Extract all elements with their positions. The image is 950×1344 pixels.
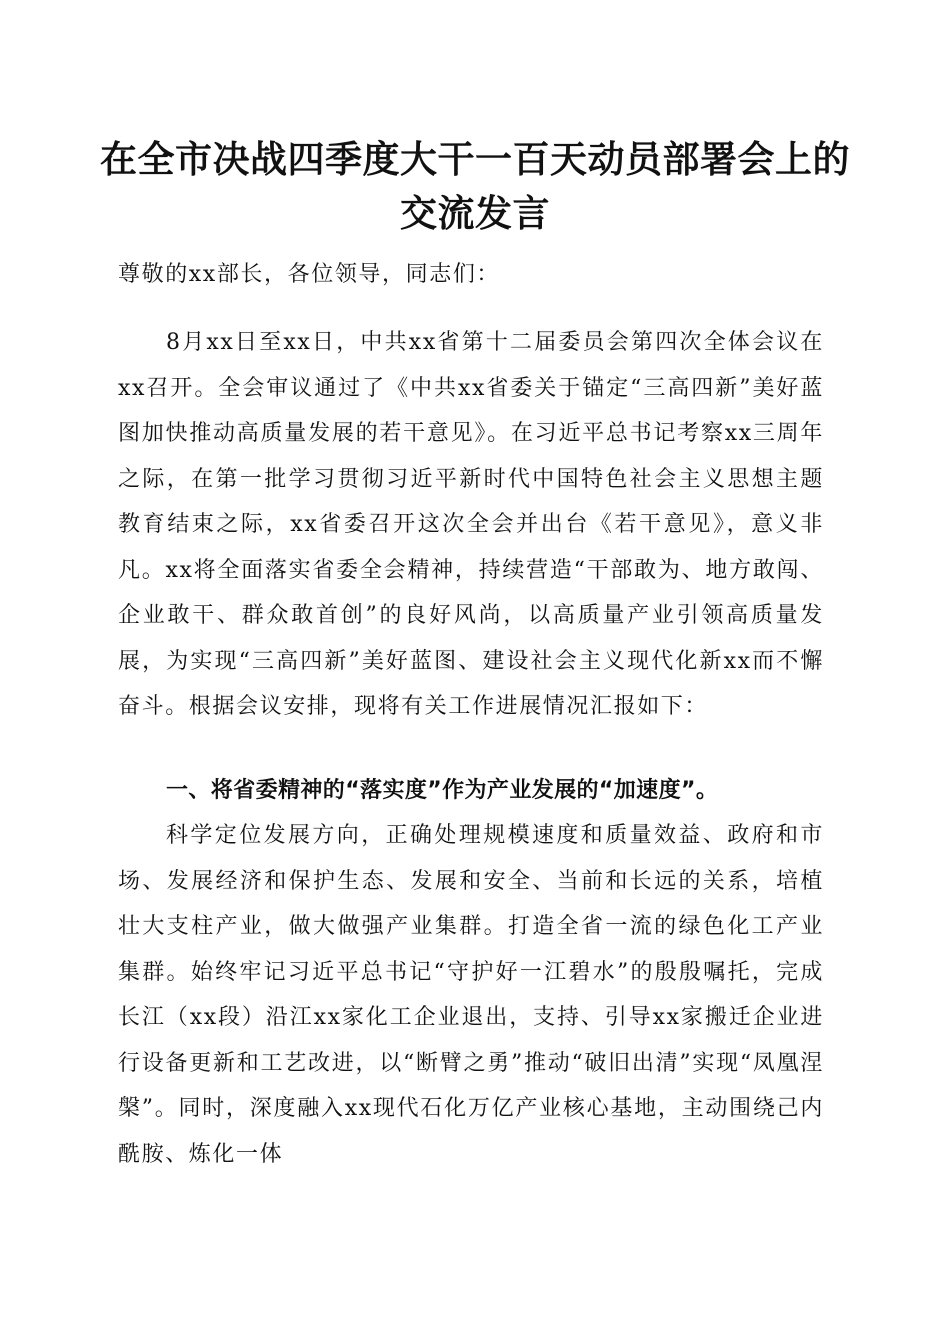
- salutation: 尊敬的xx部长，各位领导，同志们：: [118, 262, 501, 287]
- paragraph-section-1: 科学定位发展方向，正确处理规模速度和质量效益、政府和市场、发展经济和保护生态、发展和安全、当前和长远的关系，培植壮大支柱产业，做大做强产业集群。打造全省一流的绿色化工产业集群。始终牢记习近平总书记“守护好一江碧水”的殷殷嘱托，完成长江（xx段）沿江xx家化工企业退出，支持、引导xx家搬迁企业进行设备更新和工艺改进，以“断臂之勇”推动“破旧出清”实现“凤凰涅槃”。同时，深度融入xx现代石化万亿产业核心基地，主动围绕己内酰胺、炼化一体: [118, 823, 824, 1167]
- section-heading-1: 一、将省委精神的“落实度”作为产业发展的“加速度”。: [166, 778, 719, 803]
- title-line-1: 在全市决战四季度大干一百天动员部署会上的: [100, 137, 850, 181]
- title-line-2: 交流发言: [400, 191, 550, 235]
- paragraph-intro: 8月xx日至xx日，中共xx省第十二届委员会第四次全体会议在xx召开。全会审议通过了《中共xx省委关于锚定“三高四新”美好蓝图加快推动高质量发展的若干意见》。在习近平总书记考察xx三周年之际，在第一批学习贯彻习近平新时代中国特色社会主义思想主题教育结束之际，xx省委召开这次全会并出台《若干意见》，意义非凡。xx将全面落实省委全会精神，持续营造“干部敢为、地方敢闯、企业敢干、群众敢首创”的良好风尚，以高质量产业引领高质量发展，为实现“三高四新”美好蓝图、建设社会主义现代化新xx而不懈奋斗。根据会议安排，现将有关工作进展情况汇报如下：: [118, 330, 824, 719]
- document-title: [100, 132, 850, 240]
